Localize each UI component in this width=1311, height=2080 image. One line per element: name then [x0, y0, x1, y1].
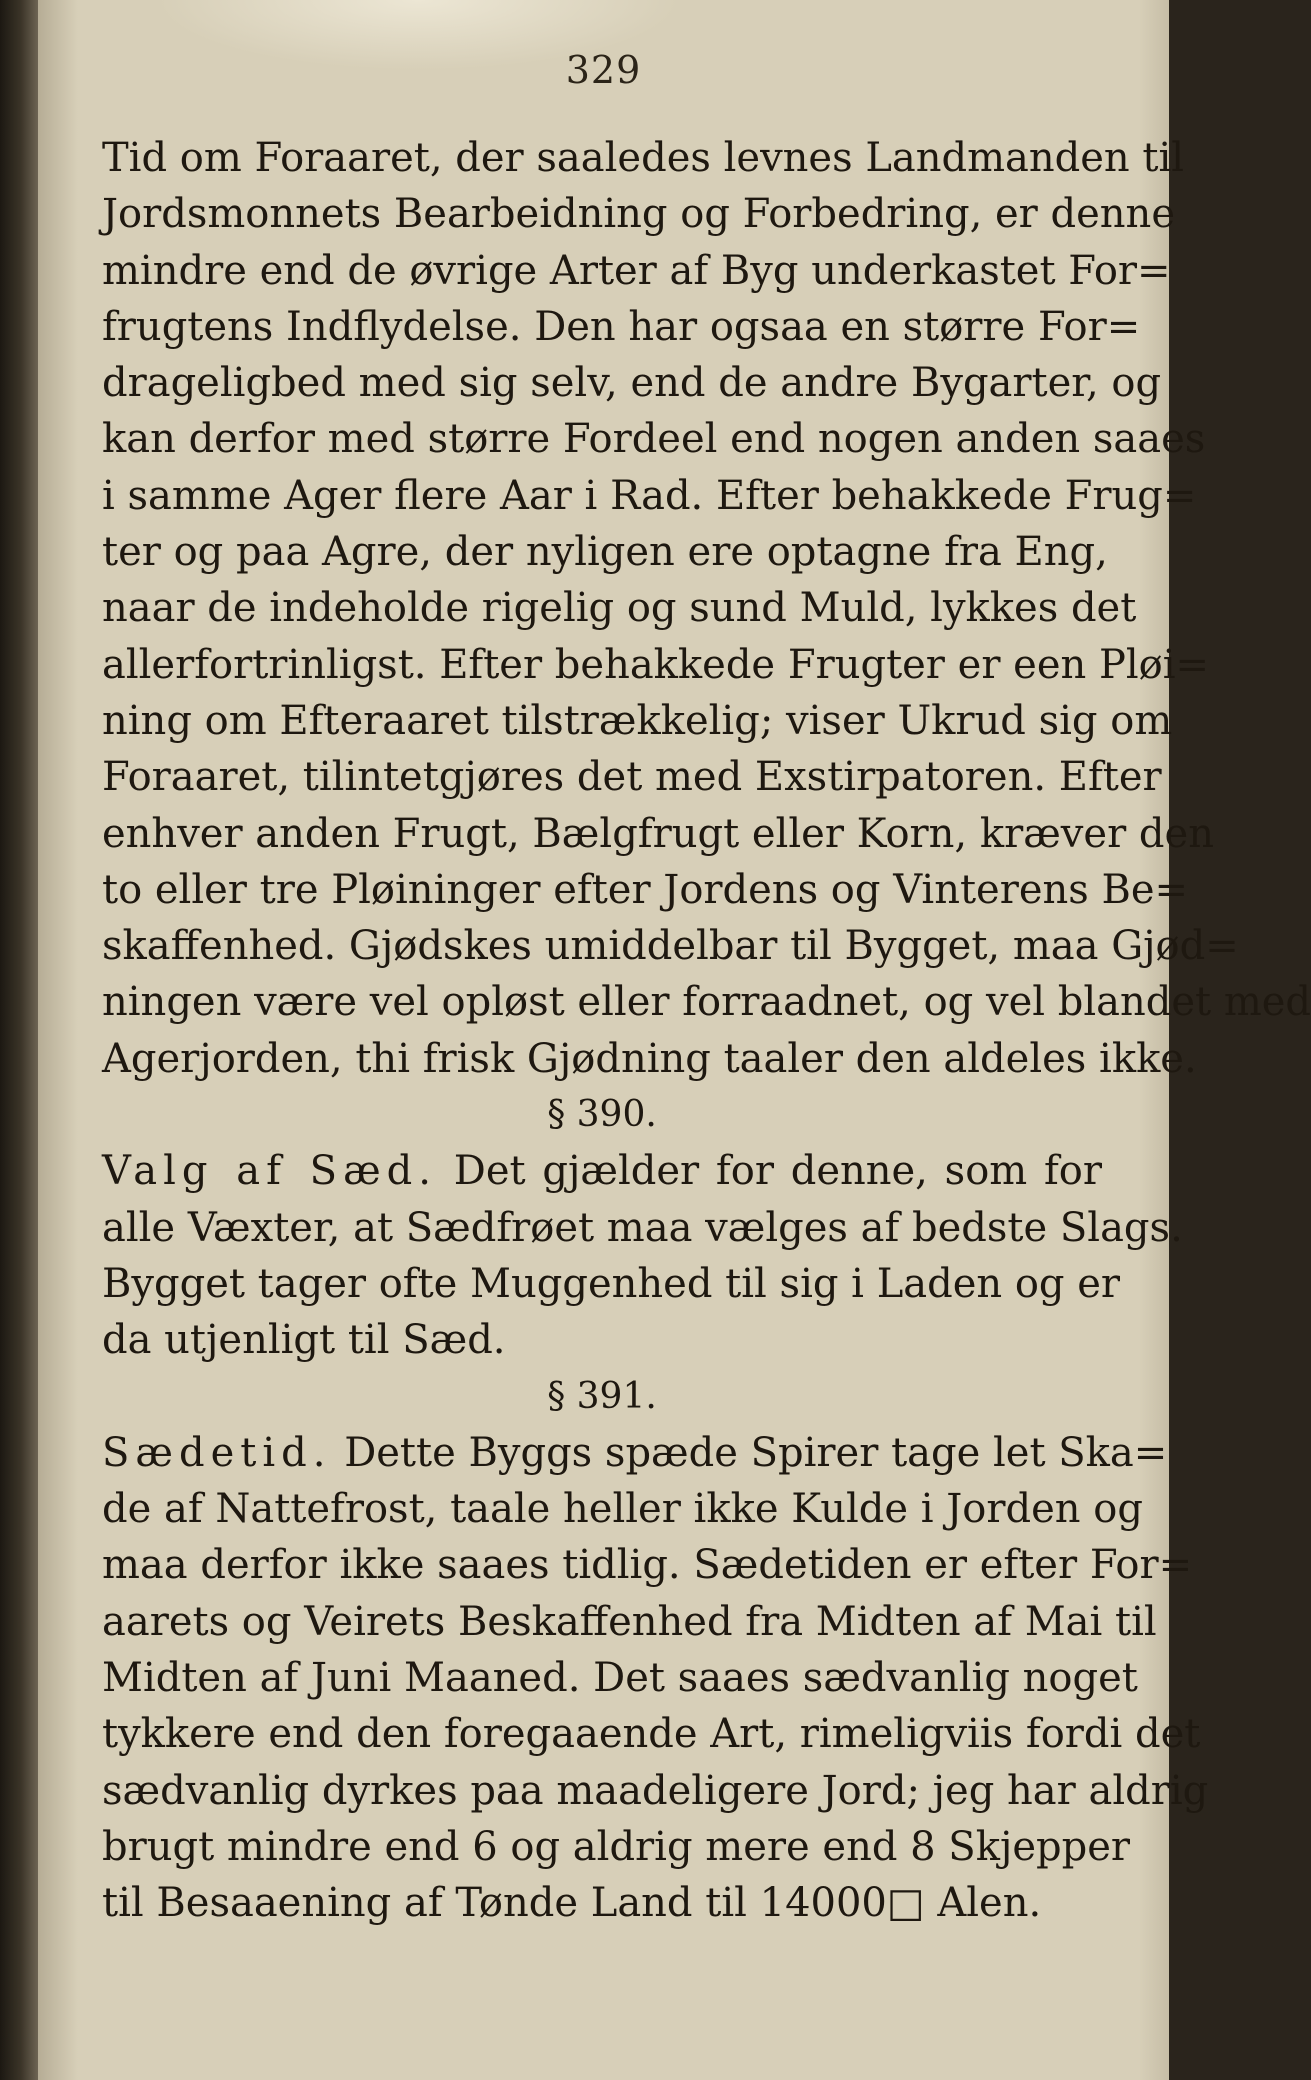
- text-line: mindre end de øvrige Arter af Byg underkastet For=: [102, 247, 1171, 294]
- section-first-line: [102, 1425, 1168, 1481]
- page-number: 329: [565, 48, 642, 92]
- text-line: i samme Ager flere Aar i Rad. Efter behakkede Frug=: [102, 472, 1197, 519]
- text-line: kan derfor med større Fordeel end nogen anden saaes: [102, 416, 1206, 463]
- text-line: drageligbed med sig selv, end de andre Bygarter, og: [102, 360, 1162, 407]
- section-line: aarets og Veirets Beskaffenhed fra Midten af Mai til: [102, 1598, 1157, 1645]
- text-line: Tid om Foraaret, der saaledes levnes Landmanden til: [102, 135, 1185, 181]
- text-line: frugtens Indflydelse. Den har ogsaa en større For=: [102, 303, 1141, 350]
- text-line: ning om Efteraaret tilstrækkelig; viser Ukrud sig om: [102, 697, 1173, 744]
- section-line: maa derfor ikke saaes tidlig. Sædetiden er efter For=: [102, 1542, 1193, 1589]
- section-line: de af Nattefrost, taale heller ikke Kulde i Jorden og: [102, 1486, 1143, 1533]
- section-line: da utjenligt til Sæd.: [102, 1317, 506, 1364]
- text-line: enhver anden Frugt, Bælgfrugt eller Korn, kræver den: [102, 810, 1214, 857]
- text-line: allerfortrinligst. Efter behakkede Frugter er een Pløi=: [102, 641, 1210, 688]
- section-line: Midten af Juni Maaned. Det saaes sædvanlig noget: [102, 1655, 1138, 1702]
- section-line: sædvanlig dyrkes paa maadeligere Jord; jeg har aldrig: [102, 1767, 1209, 1814]
- section-line: Det gjælder for denne, som for: [453, 1148, 1102, 1195]
- text-line: skaffenhed. Gjødskes umiddelbar til Bygget, maa Gjød=: [102, 923, 1239, 970]
- section-line: Bygget tager ofte Muggenhed til sig i Laden og er: [102, 1260, 1121, 1307]
- section-line: tykkere end den foregaaende Art, rimeligviis fordi det: [102, 1711, 1201, 1758]
- body-text: [102, 130, 1311, 1932]
- page-sheet: [38, 0, 1311, 2080]
- section-number: § 390.: [547, 1094, 657, 1136]
- text-line: Agerjorden, thi frisk Gjødning taaler den aldeles ikke.: [102, 1035, 1197, 1082]
- section-line: alle Væxter, at Sædfrøet maa vælges af bedste Slags.: [102, 1204, 1183, 1251]
- section-heading: Sædetid.: [102, 1429, 332, 1476]
- section-number: § 391.: [547, 1375, 657, 1417]
- text-line: ter og paa Agre, der nyligen ere optagne fra Eng,: [102, 529, 1108, 576]
- text-line: to eller tre Pløininger efter Jordens og Vinterens Be=: [102, 866, 1189, 913]
- section-line: brugt mindre end 6 og aldrig mere end 8 Skjepper: [102, 1823, 1131, 1870]
- text-line: Foraaret, tilintetgjøres det med Exstirpatoren. Efter: [102, 754, 1162, 801]
- text-line: Jordsmonnets Bearbeidning og Forbedring, er denne: [102, 191, 1175, 238]
- section-line: til Besaaening af Tønde Land til 14000□ Alen.: [102, 1880, 1042, 1927]
- text-line: ningen være vel opløst eller forraadnet, og vel blandet med: [102, 979, 1311, 1026]
- text-line: naar de indeholde rigelig og sund Muld, lykkes det: [102, 585, 1137, 632]
- section-first-line: [102, 1143, 1102, 1199]
- section-line: Dette Byggs spæde Spirer tage let Ska=: [344, 1429, 1168, 1476]
- book-binding-edge: [0, 0, 38, 2080]
- section-heading: Valg af Sæd.: [102, 1148, 437, 1195]
